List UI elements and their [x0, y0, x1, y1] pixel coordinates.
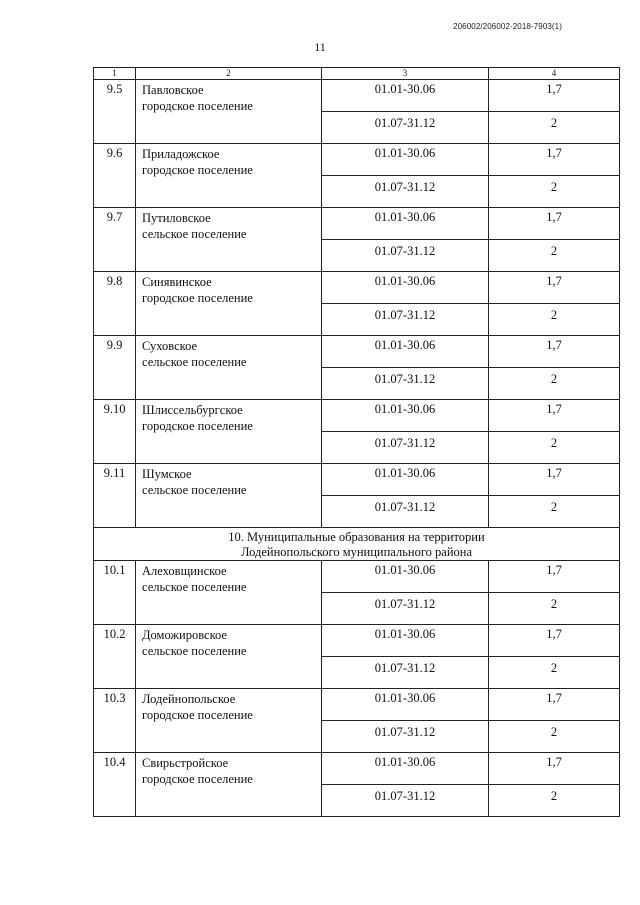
municipality-name-line1: Алеховщинское [142, 564, 227, 578]
municipality-name-line1: Доможировское [142, 628, 227, 642]
value-first-half: 1,7 [489, 144, 620, 176]
table-row [94, 272, 620, 304]
municipality-name-line1: Шлиссельбургское [142, 403, 243, 417]
period-second-half: 01.07-31.12 [322, 785, 489, 817]
row-number: 9.6 [94, 144, 136, 208]
section-header-row [94, 528, 620, 561]
value-first-half: 1,7 [489, 400, 620, 432]
value-first-half: 1,7 [489, 208, 620, 240]
table-row [94, 80, 620, 112]
section-title-line1: 10. Муниципальные образования на территории [228, 530, 485, 544]
municipality-name [136, 400, 322, 464]
value-first-half: 1,7 [489, 561, 620, 593]
value-second-half: 2 [489, 240, 620, 272]
municipality-name-line1: Свирьстройское [142, 756, 229, 770]
header-col-1: 1 [94, 68, 136, 80]
municipality-name-line2: сельское поселение [142, 580, 247, 594]
municipality-name [136, 561, 322, 625]
period-second-half: 01.07-31.12 [322, 593, 489, 625]
page-number: 11 [314, 40, 326, 54]
row-number: 9.11 [94, 464, 136, 528]
period-first-half: 01.01-30.06 [322, 561, 489, 593]
value-second-half: 2 [489, 785, 620, 817]
period-first-half: 01.01-30.06 [322, 144, 489, 176]
value-first-half: 1,7 [489, 625, 620, 657]
row-number: 9.5 [94, 80, 136, 144]
section-title [94, 528, 620, 561]
header-col-3: 3 [322, 68, 489, 80]
value-second-half: 2 [489, 721, 620, 753]
municipality-name-line2: сельское поселение [142, 483, 247, 497]
table-row [94, 561, 620, 593]
municipality-name-line1: Путиловское [142, 211, 211, 225]
municipality-name [136, 464, 322, 528]
municipality-name [136, 689, 322, 753]
value-first-half: 1,7 [489, 464, 620, 496]
value-first-half: 1,7 [489, 336, 620, 368]
section-title-line2: Лодейнопольского муниципального района [240, 545, 473, 559]
period-second-half: 01.07-31.12 [322, 112, 489, 144]
municipality-name [136, 80, 322, 144]
municipality-name-line2: городское поселение [142, 163, 253, 177]
value-second-half: 2 [489, 496, 620, 528]
value-second-half: 2 [489, 432, 620, 464]
value-second-half: 2 [489, 368, 620, 400]
municipality-name-line1: Суховское [142, 339, 198, 353]
period-first-half: 01.01-30.06 [322, 689, 489, 721]
table-header-row [94, 68, 620, 80]
period-first-half: 01.01-30.06 [322, 272, 489, 304]
period-second-half: 01.07-31.12 [322, 176, 489, 208]
row-number: 10.1 [94, 561, 136, 625]
municipality-name-line2: городское поселение [142, 419, 253, 433]
row-number: 9.7 [94, 208, 136, 272]
row-number: 9.9 [94, 336, 136, 400]
municipality-name-line1: Шумское [142, 467, 192, 481]
table-row [94, 753, 620, 785]
period-first-half: 01.01-30.06 [322, 464, 489, 496]
period-first-half: 01.01-30.06 [322, 400, 489, 432]
row-number: 10.4 [94, 753, 136, 817]
document-id: 206002/206002-2018-7903(1) [453, 22, 562, 31]
municipality-name-line1: Лодейнопольское [142, 692, 236, 706]
table-row [94, 689, 620, 721]
municipality-name-line1: Приладожское [142, 147, 220, 161]
row-number: 10.2 [94, 625, 136, 689]
value-first-half: 1,7 [489, 272, 620, 304]
municipality-name-line1: Синявинское [142, 275, 212, 289]
table-row [94, 208, 620, 240]
tariff-table [93, 67, 620, 817]
municipality-name-line1: Павловское [142, 83, 204, 97]
value-second-half: 2 [489, 593, 620, 625]
period-second-half: 01.07-31.12 [322, 657, 489, 689]
value-first-half: 1,7 [489, 80, 620, 112]
municipality-name-line2: городское поселение [142, 99, 253, 113]
header-col-2: 2 [136, 68, 322, 80]
period-second-half: 01.07-31.12 [322, 721, 489, 753]
period-first-half: 01.01-30.06 [322, 208, 489, 240]
row-number: 10.3 [94, 689, 136, 753]
row-number: 9.10 [94, 400, 136, 464]
period-first-half: 01.01-30.06 [322, 625, 489, 657]
value-first-half: 1,7 [489, 753, 620, 785]
municipality-name [136, 753, 322, 817]
period-second-half: 01.07-31.12 [322, 368, 489, 400]
municipality-name [136, 144, 322, 208]
value-first-half: 1,7 [489, 689, 620, 721]
value-second-half: 2 [489, 112, 620, 144]
period-second-half: 01.07-31.12 [322, 304, 489, 336]
municipality-name [136, 272, 322, 336]
table-row [94, 400, 620, 432]
period-first-half: 01.01-30.06 [322, 336, 489, 368]
table-row [94, 144, 620, 176]
period-second-half: 01.07-31.12 [322, 496, 489, 528]
municipality-name-line2: сельское поселение [142, 644, 247, 658]
value-second-half: 2 [489, 176, 620, 208]
period-first-half: 01.01-30.06 [322, 753, 489, 785]
municipality-name-line2: сельское поселение [142, 355, 247, 369]
table-row [94, 625, 620, 657]
row-number: 9.8 [94, 272, 136, 336]
municipality-name-line2: сельское поселение [142, 227, 247, 241]
table-row [94, 464, 620, 496]
municipality-name [136, 625, 322, 689]
period-second-half: 01.07-31.12 [322, 432, 489, 464]
municipality-name-line2: городское поселение [142, 708, 253, 722]
value-second-half: 2 [489, 657, 620, 689]
table-row [94, 336, 620, 368]
period-second-half: 01.07-31.12 [322, 240, 489, 272]
value-second-half: 2 [489, 304, 620, 336]
period-first-half: 01.01-30.06 [322, 80, 489, 112]
municipality-name-line2: городское поселение [142, 772, 253, 786]
municipality-name [136, 208, 322, 272]
header-col-4: 4 [489, 68, 620, 80]
municipality-name [136, 336, 322, 400]
municipality-name-line2: городское поселение [142, 291, 253, 305]
